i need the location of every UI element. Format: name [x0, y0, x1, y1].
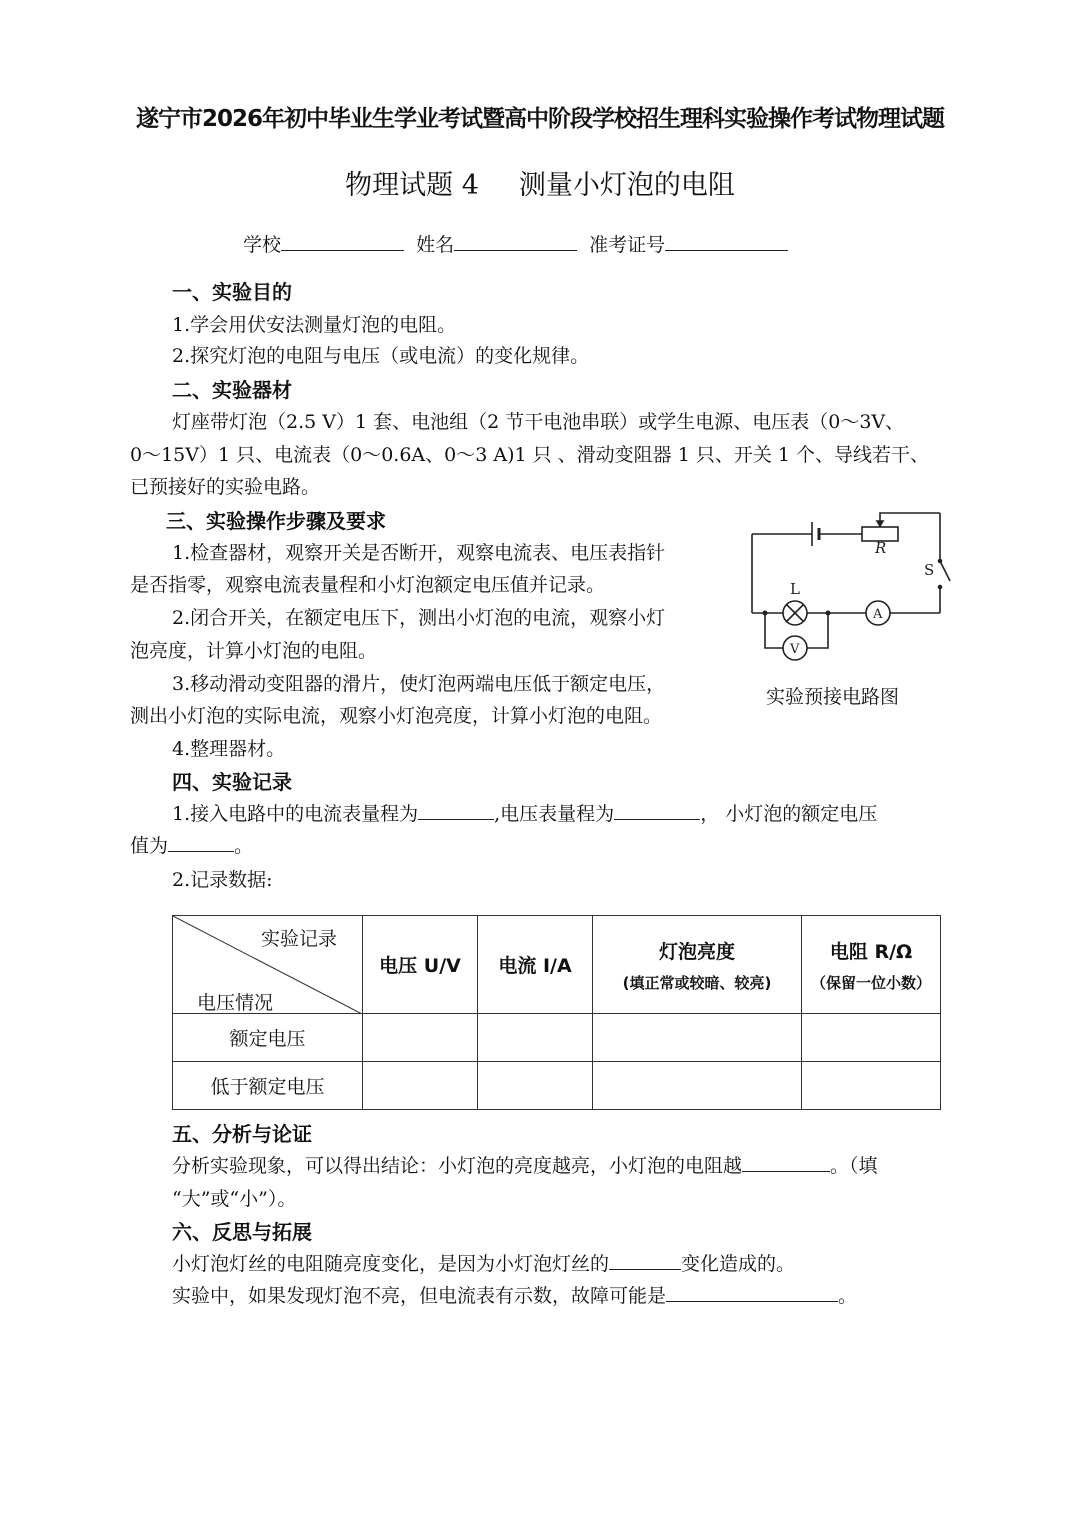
junction-dot [763, 611, 768, 616]
ammeter-range-blank[interactable] [418, 801, 494, 820]
voltmeter-label: V [790, 642, 800, 657]
record-line-2-part-b: 。 [234, 835, 254, 857]
section-heading-equipment: 二、实验器材 [172, 378, 292, 402]
input-cell[interactable] [478, 1014, 593, 1062]
school-blank[interactable] [281, 230, 404, 251]
analysis-line-2: “大”或“小”）。 [172, 1188, 297, 1210]
equipment-line-2: 0～15V）1 只、电流表（0～0.6A、0～3 A)1 只 、滑动变阻器 1 只、开关 1 个、导线若干、 [130, 444, 929, 466]
circuit-wire [765, 613, 783, 648]
input-cell[interactable] [802, 1062, 941, 1110]
name-label: 姓名 [416, 234, 455, 256]
exam-id-blank[interactable] [665, 230, 788, 251]
switch-label: S [924, 561, 935, 579]
input-cell[interactable] [363, 1062, 478, 1110]
junction-dot [826, 611, 831, 616]
header-brightness-title: 灯泡亮度 [658, 940, 735, 963]
corner-header-top: 实验记录 [261, 928, 338, 950]
filament-factor-blank[interactable] [609, 1251, 681, 1270]
student-info-line [243, 230, 788, 257]
reflection-line-1-part-a: 小灯泡灯丝的电阻随亮度变化，是因为小灯泡灯丝的 [172, 1253, 610, 1275]
header-voltage: 电压 U/V [363, 916, 478, 1014]
row-label-below-rated: 低于额定电压 [173, 1062, 363, 1110]
analysis-line-1-part-a: 分析实验现象，可以得出结论：小灯泡的亮度越亮，小灯泡的电阻越 [172, 1155, 743, 1177]
exam-id-label: 准考证号 [589, 234, 666, 256]
ammeter-label: A [873, 607, 883, 622]
rheostat-label: R [875, 539, 887, 557]
rheostat-slider [880, 513, 940, 525]
fault-blank[interactable] [666, 1283, 838, 1302]
header-brightness [593, 916, 802, 1014]
record-line-3: 2.记录数据: [172, 869, 273, 891]
record-line-2 [130, 831, 253, 858]
procedure-line-3: 2.闭合开关，在额定电压下，测出小灯泡的电流，观察小灯 [172, 607, 666, 629]
analysis-line-1 [172, 1151, 878, 1178]
rated-voltage-blank[interactable] [168, 833, 234, 852]
equipment-line-1: 灯座带灯泡（2.5 V）1 套、电池组（2 节干电池串联）或学生电源、电压表（0～3V、 [172, 411, 905, 433]
circuit-diagram [740, 495, 960, 675]
equipment-line-3: 已预接好的实验电路。 [130, 476, 321, 498]
procedure-line-6: 测出小灯泡的实际电流，观察小灯泡亮度，计算小灯泡的电阻。 [130, 705, 663, 727]
section-heading-record: 四、实验记录 [172, 770, 292, 794]
record-table [172, 915, 941, 1110]
circuit-wire [807, 613, 828, 648]
procedure-line-5: 3.移动滑动变阻器的滑片，使灯泡两端电压低于额定电压， [172, 673, 666, 695]
school-label: 学校 [243, 234, 282, 256]
experiment-title [0, 163, 1080, 202]
circuit-caption: 实验预接电路图 [766, 686, 900, 708]
input-cell[interactable] [593, 1014, 802, 1062]
record-line-1-part-c: ， 小灯泡的额定电压 [700, 803, 878, 825]
input-cell[interactable] [478, 1062, 593, 1110]
row-label-rated: 额定电压 [173, 1014, 363, 1062]
header-brightness-note: (填正常或较暗、较亮) [622, 973, 772, 992]
name-blank[interactable] [454, 230, 577, 251]
switch-blade [940, 561, 950, 581]
conclusion-blank[interactable] [742, 1153, 830, 1172]
input-cell[interactable] [363, 1014, 478, 1062]
analysis-line-1-part-b: 。（填 [830, 1155, 878, 1177]
record-line-2-part-a: 值为 [130, 835, 169, 857]
reflection-line-2-part-a: 实验中，如果发现灯泡不亮，但电流表有示数，故障可能是 [172, 1285, 667, 1307]
record-line-1-part-b: ,电压表量程为 [494, 803, 615, 825]
procedure-line-1: 1.检查器材，观察开关是否断开，观察电流表、电压表指针 [172, 542, 666, 564]
reflection-line-2-part-b: 。 [838, 1285, 858, 1307]
header-current: 电流 I/A [478, 916, 593, 1014]
header-resistance-note: （保留一位小数） [810, 973, 931, 992]
table-corner-cell [173, 916, 363, 1014]
procedure-line-7: 4.整理器材。 [172, 738, 286, 760]
procedure-line-4: 泡亮度，计算小灯泡的电阻。 [130, 640, 378, 662]
section-heading-purpose: 一、实验目的 [172, 280, 292, 304]
record-line-1-part-a: 1.接入电路中的电流表量程为 [172, 803, 419, 825]
reflection-line-1-part-b: 变化造成的。 [681, 1253, 796, 1275]
record-line-1 [172, 799, 877, 826]
voltmeter-range-blank[interactable] [614, 801, 700, 820]
experiment-code: 物理试题 4 [345, 170, 479, 201]
procedure-line-2: 是否指零，观察电流表量程和小灯泡额定电压值并记录。 [130, 574, 606, 596]
input-cell[interactable] [802, 1014, 941, 1062]
section-heading-analysis: 五、分析与论证 [172, 1122, 312, 1146]
reflection-line-1 [172, 1249, 795, 1276]
experiment-name: 测量小灯泡的电阻 [518, 170, 735, 201]
input-cell[interactable] [593, 1062, 802, 1110]
document-title: 遂宁市2026年初中毕业生学业考试暨高中阶段学校招生理科实验操作考试物理试题 [135, 106, 944, 132]
lamp-label: L [790, 580, 800, 598]
section-heading-procedure: 三、实验操作步骤及要求 [166, 509, 386, 533]
section-heading-reflection: 六、反思与拓展 [172, 1220, 312, 1244]
purpose-item-1: 1.学会用伏安法测量灯泡的电阻。 [172, 314, 457, 336]
table-row [173, 1014, 941, 1062]
reflection-line-2 [172, 1281, 857, 1308]
corner-header-bottom: 电压情况 [197, 992, 274, 1014]
header-resistance-title: 电阻 R/Ω [829, 940, 913, 963]
table-row [173, 1062, 941, 1110]
header-resistance [802, 916, 941, 1014]
purpose-item-2: 2.探究灯泡的电阻与电压（或电流）的变化规律。 [172, 345, 590, 367]
